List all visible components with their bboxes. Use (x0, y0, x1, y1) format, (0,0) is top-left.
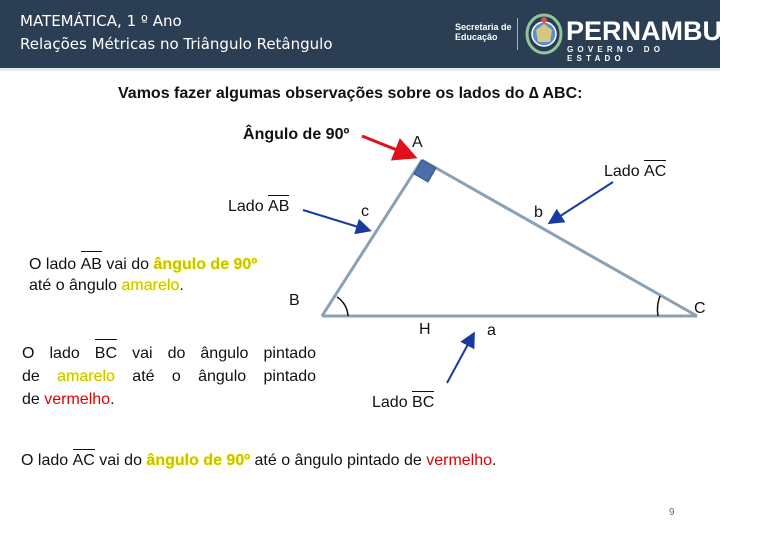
obs-bc-p3: de (22, 368, 58, 385)
obs-ac-highlight2: vermelho (426, 452, 493, 469)
angle-90-label (243, 126, 349, 144)
page-number: 9 (669, 507, 675, 518)
angle-pointer-arrow (362, 136, 412, 156)
lado-ac-label (604, 163, 666, 181)
obs-bc-p5: de (22, 391, 45, 408)
header-title: MATEMÁTICA, 1 º Ano (20, 12, 182, 30)
obs-ac-highlight: ângulo de 90º (146, 452, 251, 469)
obs-bc-p6: . (110, 391, 115, 408)
lado-ac-arrow (551, 182, 613, 222)
triangle-abc (322, 160, 697, 316)
lado-ab-label (228, 198, 289, 216)
obs-ac-p1: O lado (21, 452, 73, 469)
obs-bc-p1: O lado (22, 345, 95, 362)
obs-ac-p4: . (492, 452, 497, 469)
vertex-c-label: C (694, 300, 706, 317)
header-subtitle: Relações Métricas no Triângulo Retângulo (20, 35, 333, 53)
slide-title-end: ABC: (542, 85, 583, 102)
obs-ab-highlight: ângulo de 90º (153, 256, 258, 273)
angle-label-text: ngulo de 90º (254, 126, 350, 143)
obs-bc-name: BC (95, 342, 117, 365)
obs-ac-p3: até o ângulo pintado de (250, 452, 427, 469)
obs-ab-p2: vai do (101, 256, 154, 273)
vertex-a-label: A (412, 134, 423, 151)
lado-bc-label (372, 394, 434, 412)
lado-bc-prefix: Lado (372, 394, 413, 411)
lado-ac-name: AC (644, 163, 667, 180)
side-ab (322, 160, 422, 316)
obs-ab-highlight2: amarelo (121, 277, 180, 294)
obs-bc-p4: até o ângulo pintado (114, 368, 316, 385)
side-a-label: a (487, 322, 496, 339)
side-b-label: b (534, 204, 543, 221)
obs-ab-text (29, 254, 257, 296)
obs-ab-p4: . (179, 277, 184, 294)
lado-bc-name: BC (412, 394, 435, 411)
lado-ac-prefix: Lado (604, 163, 645, 180)
obs-bc-highlight: amarelo (57, 368, 115, 385)
obs-bc-text (22, 342, 316, 411)
brand-name: PERNAMBUCO (566, 16, 763, 46)
angle-arc-b (337, 297, 348, 316)
secretaria-line2: Educação (455, 32, 498, 42)
side-ac (422, 160, 697, 316)
triangle-symbol: ∆ (528, 85, 539, 102)
vertex-b-label: B (289, 292, 300, 309)
lado-ab-prefix: Lado (228, 198, 269, 215)
obs-bc-p2: vai do ângulo pintado (117, 345, 316, 362)
angle-glyph: Â (243, 126, 255, 143)
secretaria-line1: Secretaria de (455, 22, 512, 32)
angle-arc-c (657, 296, 660, 316)
obs-ab-p1: O lado (29, 256, 81, 273)
right-angle-marker (414, 160, 436, 182)
slide-title-text: Vamos fazer algumas observações sobre os lados do (118, 85, 525, 102)
point-h-label: H (419, 321, 431, 338)
obs-ac-name: AC (72, 452, 95, 469)
obs-ac-text (21, 452, 496, 470)
lado-bc-arrow (447, 335, 473, 383)
obs-bc-highlight2: vermelho (44, 391, 111, 408)
lado-ab-name: AB (268, 198, 290, 215)
obs-ac-p2: vai do (94, 452, 147, 469)
brand-subtitle: GOVERNO DO ESTADO (567, 45, 665, 63)
lado-ab-arrow (303, 210, 368, 230)
side-c-label: c (361, 203, 369, 220)
obs-ab-p3: até o ângulo (29, 277, 122, 294)
obs-ab-name: AB (80, 256, 102, 273)
